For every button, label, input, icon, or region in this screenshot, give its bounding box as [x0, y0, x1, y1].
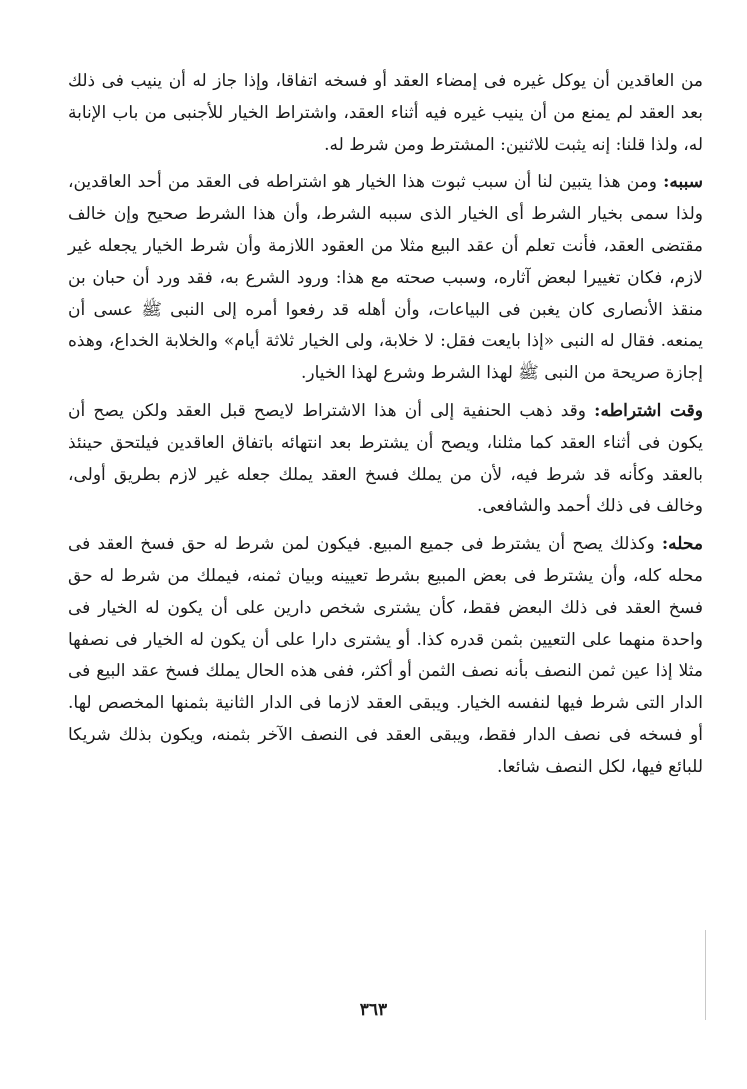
paragraph-cause — [68, 167, 703, 390]
paragraph-text: من العاقدين أن يوكل غيره فى إمضاء العقد أو فسخه اتفاقا، وإذا جاز له أن ينيب فى ذلك بعد العقد لم يمنع من أن ينيب غيره فيه أثناء العقد، واشتراط الخيار للأجنبى من باب الإنابة له، ولذا قلنا: إنه يثبت للاثنين: المشترط ومن شرط له. — [68, 71, 703, 155]
paragraph-text: وكذلك يصح أن يشترط فى جميع المبيع. فيكون لمن شرط له حق فسخ العقد فى محله كله، وأن يشترط فى بعض المبيع بشرط تعيينه وبيان ثمنه، فيملك من شرط له حق فسخ العقد فى ذلك البعض فقط، كأن يشترى شخص دارين على أن يكون له الخيار فى واحدة منهما على التعيين بثمن قدره كذا. أو يشترى دارا على أن يكون له الخيار فى نصفها مثلا إذا عين ثمن النصف بأنه نصف الثمن أو أكثر، ففى هذه الحال يملك فسخ عقد البيع فى الدار التى شرط فيها لنفسه الخيار. ويبقى العقد لازما فى الدار الثانية بثمنها المخصص لها. أو فسخه فى نصف الدار فقط، ويبقى العقد فى النصف الآخر بثمنه، ويكون بذلك شريكا للبائع فيها، لكل النصف شائعا. — [68, 534, 703, 777]
page-number: ٣٦٣ — [359, 1000, 388, 1020]
paragraph-continuation — [68, 66, 703, 161]
section-heading-cause: سببه: — [663, 172, 703, 193]
paragraph-scope — [68, 529, 703, 783]
section-heading-timing: وقت اشتراطه: — [594, 400, 703, 421]
paragraph-text: ومن هذا يتبين لنا أن سبب ثبوت هذا الخيار هو اشتراطه فى العقد من أحد العاقدين، ولذا سمى بخيار الشرط أى الخيار الذى سببه الشرط، وأن هذا الشرط صحيح وإن خالف مقتضى العقد، فأنت تعلم أن عقد البيع مثلا من العقود اللازمة وأن شرط الخيار يجعله غير لازم، فكان تغييرا لبعض آثاره، وسبب صحته مع هذا: ورود الشرع به، فقد ورد أن حبان بن منقذ الأنصارى كان يغبن فى البياعات، وأن أهله قد رفعوا أمره إلى النبى ﷺ عسى أن يمنعه. فقال له النبى «إذا بايعت فقل: لا خلابة، ولى الخيار ثلاثة أيام» والخلابة الخداع، وهذه إجازة صريحة من النبى ﷺ لهذا الشرط وشرع لهذا الخيار. — [68, 172, 703, 384]
paragraph-text: وقد ذهب الحنفية إلى أن هذا الاشتراط لايصح قبل العقد ولكن يصح أن يكون فى أثناء العقد كما مثلنا، ويصح أن يشترط بعد انتهائه باتفاق العاقدين فيلتحق حينئذ بالعقد وكأنه قد شرط فيه، لأن من يملك فسخ العقد يملك جعله غير لازم بطريق أولى، وخالف فى ذلك أحمد والشافعى. — [68, 400, 703, 517]
body-text — [68, 66, 703, 790]
section-heading-scope: محله: — [661, 534, 703, 555]
paragraph-timing — [68, 396, 703, 523]
